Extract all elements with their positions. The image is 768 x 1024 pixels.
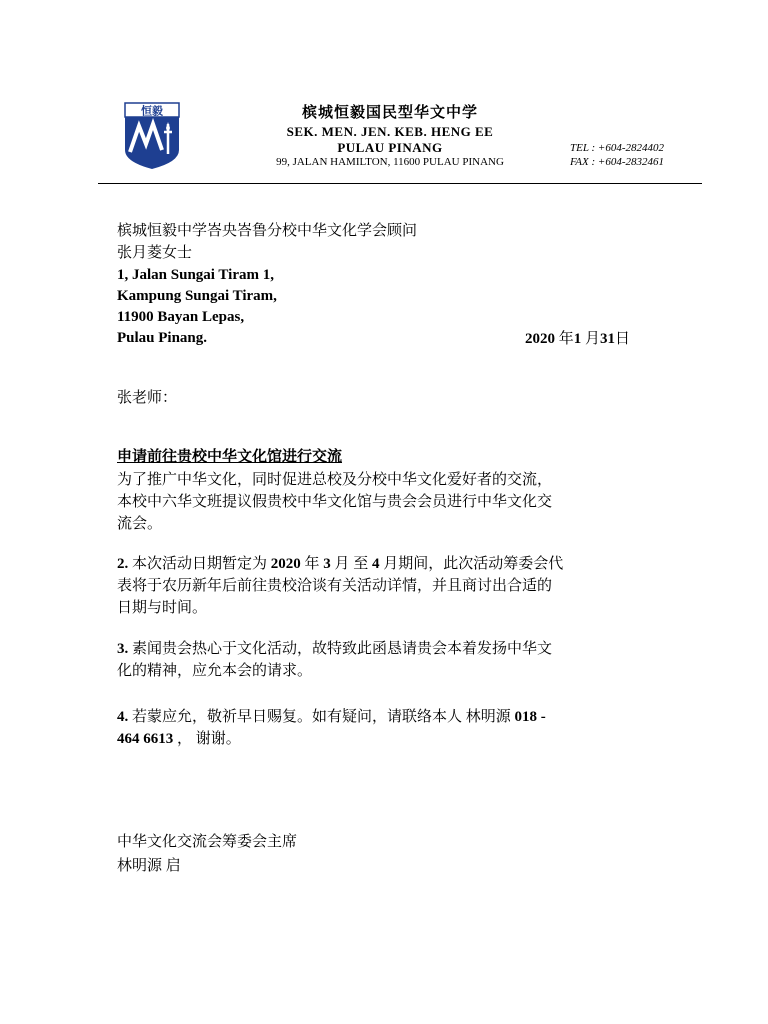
paragraph-1-line: 流会。 xyxy=(117,516,163,532)
paragraph-4-line xyxy=(117,728,657,750)
date-year: 2020 xyxy=(525,331,555,347)
paragraph-2-line xyxy=(117,553,657,575)
paragraph-1-line: 为了推广中华文化，同时促进总校及分校中华文化爱好者的交流， xyxy=(117,472,553,488)
school-logo xyxy=(124,102,180,170)
school-city: PULAU PINANG xyxy=(337,140,443,155)
school-name-en: SEK. MEN. JEN. KEB. HENG EE xyxy=(286,124,494,139)
contact-phone-part2: 464 6613 xyxy=(117,731,174,747)
paragraph-text: 素闻贵会热心于文化活动，故特致此函恳请贵会本着发扬中华文 xyxy=(128,641,553,657)
fax-number: FAX : +604-2832461 xyxy=(570,156,664,168)
paragraph-4-line xyxy=(117,706,657,728)
recipient-address-line4: Pulau Pinang. xyxy=(117,330,208,346)
date-month: 1 xyxy=(573,331,582,347)
telephone: TEL : +604-2824402 xyxy=(570,142,665,154)
date-month-suffix: 月 xyxy=(581,331,601,347)
recipient-name: 张月菱女士 xyxy=(117,245,193,261)
paragraph-1 xyxy=(117,469,657,535)
logo-text: 恒毅 xyxy=(141,104,163,118)
date-day: 31 xyxy=(600,331,616,347)
school-crest-icon xyxy=(124,102,180,170)
paragraph-number: 2. xyxy=(117,556,129,572)
paragraph-2-line: 日期与时间。 xyxy=(117,600,208,616)
recipient-address-line3: 11900 Bayan Lepas, xyxy=(117,309,245,325)
signoff-name: 林明源 启 xyxy=(117,858,181,874)
school-address: 99, JALAN HAMILTON, 11600 PULAU PINANG xyxy=(276,156,504,168)
letter-subject: 申请前往贵校中华文化馆进行交流 xyxy=(117,449,343,465)
school-name-cn: 槟城恒毅国民型华文中学 xyxy=(301,105,478,121)
paragraph-2-line: 表将于农历新年后前往贵校洽谈有关活动详情，并且商讨出合适的 xyxy=(117,578,553,594)
paragraph-text: 月期间，此次活动筹委会代 xyxy=(379,556,564,572)
date-day-suffix: 日 xyxy=(615,331,631,347)
paragraph-3-line xyxy=(117,638,657,660)
paragraph-2 xyxy=(117,553,657,619)
paragraph-text: 年 xyxy=(300,556,324,572)
salutation: 张老师： xyxy=(117,390,178,406)
paragraph-number: 4. xyxy=(117,709,129,725)
paragraph-text: ， 谢谢。 xyxy=(173,731,241,747)
activity-year: 2020 xyxy=(270,556,301,572)
paragraph-text: 若蒙应允，敬祈早日赐复。如有疑问，请联络本人 林明源 xyxy=(128,709,515,725)
paragraph-3 xyxy=(117,638,657,682)
paragraph-number: 3. xyxy=(117,641,129,657)
recipient-address-line1: 1, Jalan Sungai Tiram 1, xyxy=(117,267,274,283)
date-year-suffix: 年 xyxy=(555,331,574,347)
paragraph-text: 本次活动日期暂定为 xyxy=(128,556,271,572)
letterhead-divider xyxy=(98,183,702,184)
recipient-address-line2: Kampung Sungai Tiram, xyxy=(117,288,277,304)
paragraph-1-line: 本校中六华文班提议假贵校中华文化馆与贵会会员进行中华文化交 xyxy=(117,494,553,510)
paragraph-text: 月 至 xyxy=(330,556,373,572)
recipient-org: 槟城恒毅中学峇央峇鲁分校中华文化学会顾问 xyxy=(117,223,418,239)
letter-date xyxy=(525,327,630,348)
signoff-title: 中华文化交流会筹委会主席 xyxy=(117,834,298,850)
end-month: 4 xyxy=(372,556,380,572)
contact-phone-part1: 018 - xyxy=(514,709,546,725)
paragraph-3-line: 化的精神，应允本会的请求。 xyxy=(117,663,313,679)
paragraph-4 xyxy=(117,706,657,750)
start-month: 3 xyxy=(323,556,331,572)
